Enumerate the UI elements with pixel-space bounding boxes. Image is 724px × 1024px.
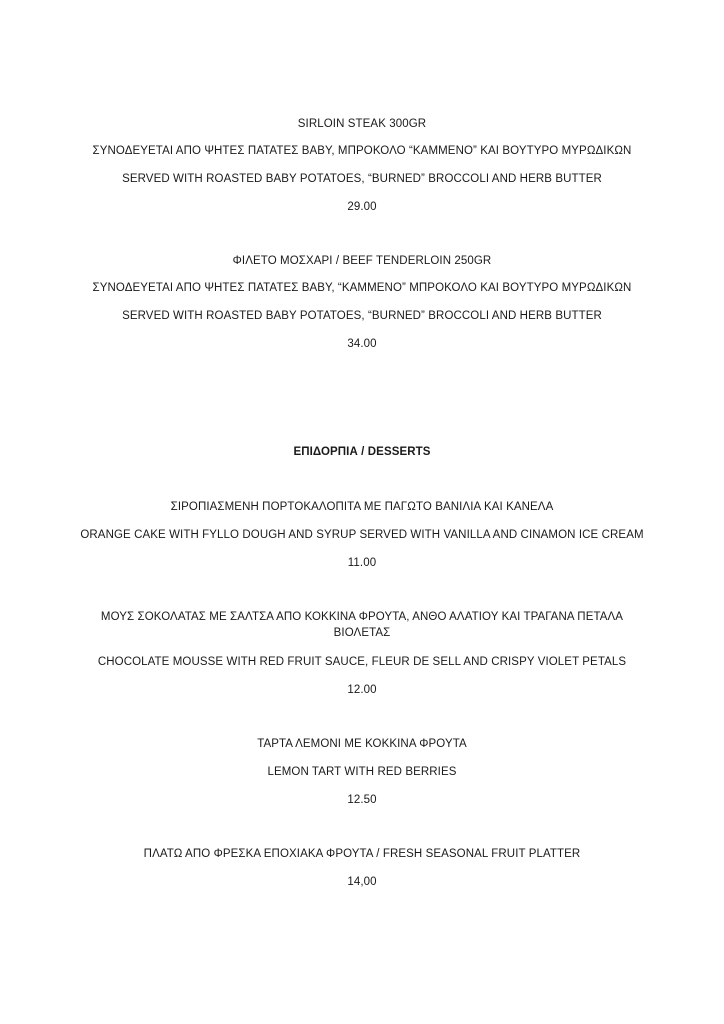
dish-price: 34.00	[347, 338, 377, 350]
section-heading-desserts: ΕΠΙΔΟΡΠΙΑ / DESSERTS	[293, 446, 431, 458]
dish-description-greek: ΣΥΝΟΔΕΥΕΤΑΙ ΑΠΟ ΨΗΤΕΣ ΠΑΤΑΤΕΣ BABY, ΜΠΡΟΚΟΛΟ “ΚΑΜΜΕΝΟ” ΚΑΙ ΒΟΥΤΥΡΟ ΜΥΡΩΔΙΚΩΝ	[92, 145, 632, 157]
dessert-name-english: LEMON TART WITH RED BERRIES	[267, 766, 457, 778]
dessert-name-greek: ΣΙΡΟΠΙΑΣΜΕΝΗ ΠΟΡΤΟΚΑΛΟΠΙΤΑ ΜΕ ΠΑΓΩΤΟ ΒΑΝΙΛΙΑ ΚΑΙ ΚΑΝΕΛΑ	[170, 501, 554, 513]
dessert-price: 14,00	[347, 876, 377, 888]
dessert-name-english: CHOCOLATE MOUSSE WITH RED FRUIT SAUCE, FLEUR DE SELL AND CRISPY VIOLET PETALS	[97, 656, 627, 668]
dish-name: ΦΙΛΕΤΟ ΜΟΣΧΑΡΙ / BEEF TENDERLOIN 250GR	[232, 255, 492, 267]
dessert-price: 11.00	[347, 557, 377, 569]
dessert-name: ΠΛΑΤΩ ΑΠΟ ΦΡΕΣΚΑ ΕΠΟΧΙΑΚΑ ΦΡΟΥΤΑ / FRESH SEASONAL FRUIT PLATTER	[143, 848, 581, 860]
dessert-price: 12.00	[347, 684, 377, 696]
dish-description-english: SERVED WITH ROASTED BABY POTATOES, “BURNED” BROCCOLI AND HERB BUTTER	[122, 173, 602, 185]
dish-description-english: SERVED WITH ROASTED BABY POTATOES, “BURNED” BROCCOLI AND HERB BUTTER	[122, 310, 602, 322]
dessert-name-greek: ΤΑΡΤΑ ΛΕΜΟΝΙ ΜΕ ΚΟΚΚΙΝΑ ΦΡΟΥΤΑ	[257, 738, 467, 750]
dish-price: 29.00	[347, 201, 377, 213]
dessert-name-english: ORANGE CAKE WITH FYLLO DOUGH AND SYRUP SERVED WITH VANILLA AND CINAMON ICE CREAM	[80, 529, 644, 541]
dish-description-greek: ΣΥΝΟΔΕΥΕΤΑΙ ΑΠΟ ΨΗΤΕΣ ΠΑΤΑΤΕΣ BABY, “ΚΑΜΜΕΝΟ” ΜΠΡΟΚΟΛΟ ΚΑΙ ΒΟΥΤΥΡΟ ΜΥΡΩΔΙΚΩΝ	[92, 282, 632, 294]
dessert-price: 12.50	[347, 794, 377, 806]
dish-name: SIRLOIN STEAK 300GR	[297, 118, 427, 130]
dessert-name-greek: ΜΟΥΣ ΣΟΚΟΛΑΤΑΣ ΜΕ ΣΑΛΤΣΑ ΑΠΟ ΚΟΚΚΙΝΑ ΦΡΟΥΤΑ, ΑΝΘΟ ΑΛΑΤΙΟΥ ΚΑΙ ΤΡΑΓΑΝΑ ΠΕΤΑΛΑ ΒΙΟΛΕΤΑΣ	[100, 611, 624, 639]
